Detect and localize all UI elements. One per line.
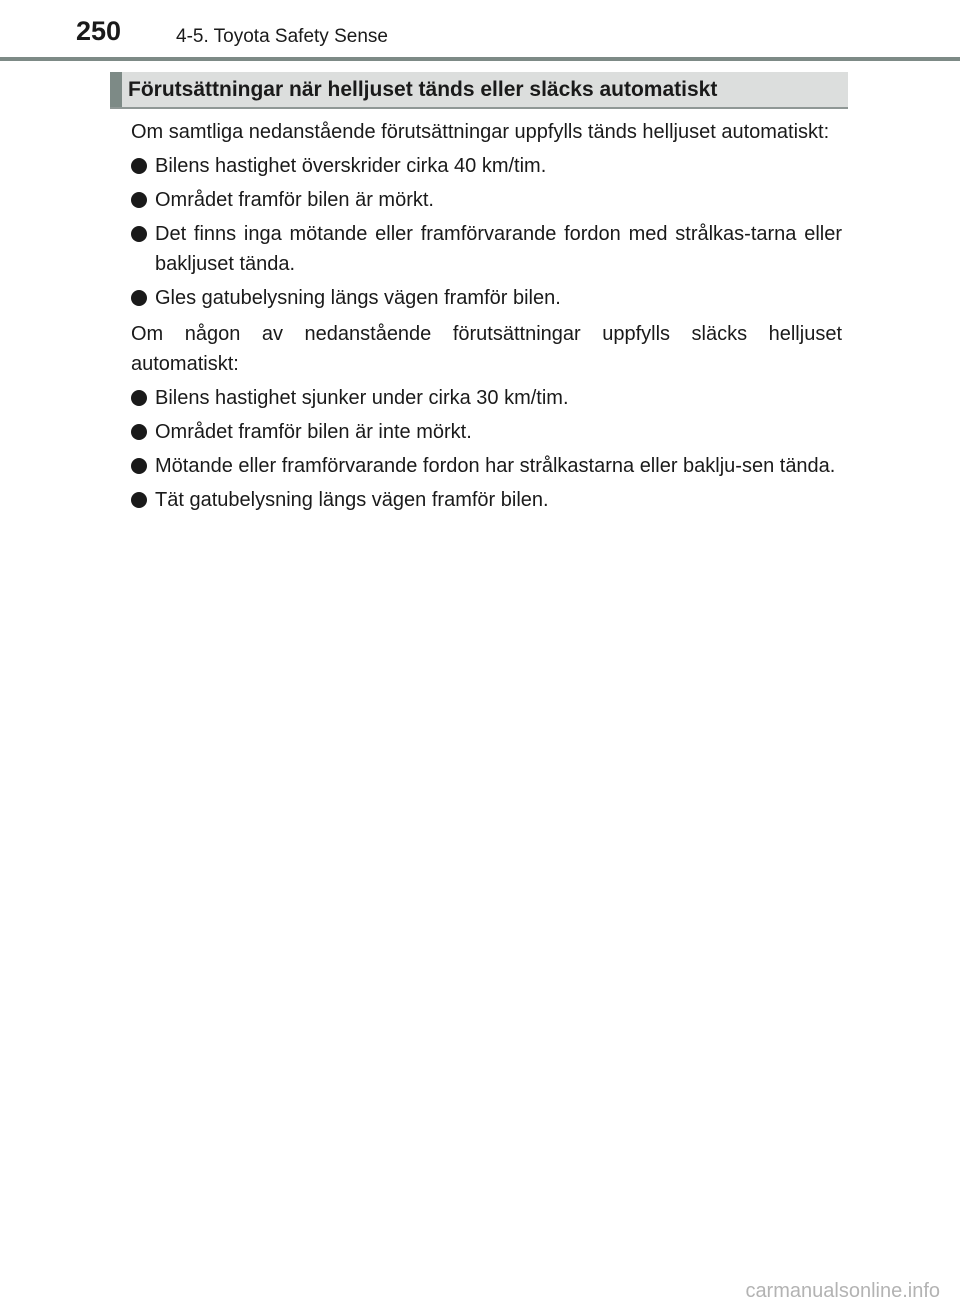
bullet-icon [131,290,147,306]
intro-high-beam-off: Om någon av nedanstående förutsättningar uppfylls släcks helljuset automatiskt: [131,323,842,375]
list-item-text: Tät gatubelysning längs vägen framför bilen. [155,489,549,511]
main-content [131,117,842,521]
conditions-on-list [131,151,842,313]
section-title: 4-5. Toyota Safety Sense [176,26,388,47]
bullet-icon [131,226,147,242]
section-heading: Förutsättningar när helljuset tänds eller släcks automatiskt [128,78,718,101]
list-item [131,417,842,447]
list-item-text: Mötande eller framförvarande fordon har strålkastarna eller baklju-sen tända. [155,455,836,477]
bullet-icon [131,492,147,508]
section-heading-bar [110,72,848,109]
heading-accent-bar [110,72,122,107]
list-item [131,185,842,215]
list-item [131,219,842,279]
list-item-text: Gles gatubelysning längs vägen framför bilen. [155,287,561,309]
list-item [131,485,842,515]
conditions-off-list [131,383,842,515]
list-item-text: Bilens hastighet sjunker under cirka 30 km/tim. [155,387,569,409]
watermark: carmanualsonline.info [745,1280,940,1302]
bullet-icon [131,158,147,174]
page-header [0,0,960,64]
page-number: 250 [76,16,122,46]
header-divider [0,57,960,61]
list-item [131,151,842,181]
list-item [131,451,842,481]
bullet-icon [131,192,147,208]
list-item-text: Det finns inga mötande eller framförvarande fordon med strålkas-tarna eller bakljuset tända. [155,223,842,275]
bullet-icon [131,424,147,440]
list-item-text: Området framför bilen är inte mörkt. [155,421,472,443]
list-item [131,383,842,413]
intro-high-beam-on: Om samtliga nedanstående förutsättningar uppfylls tänds helljuset automatiskt: [131,121,830,143]
bullet-icon [131,458,147,474]
list-item [131,283,842,313]
bullet-icon [131,390,147,406]
list-item-text: Området framför bilen är mörkt. [155,189,434,211]
list-item-text: Bilens hastighet överskrider cirka 40 km/tim. [155,155,547,177]
